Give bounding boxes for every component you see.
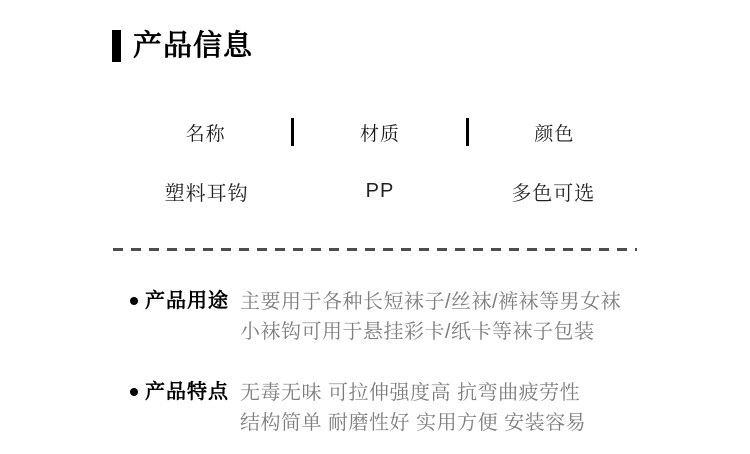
bullet-icon [130, 297, 138, 305]
section-description [240, 287, 621, 347]
bullet-icon [130, 388, 138, 396]
spec-value-material: PP [365, 179, 395, 202]
spec-value-color: 多色可选 [511, 182, 596, 205]
section-description [240, 378, 586, 438]
dashed-divider [113, 248, 637, 251]
description-line: 无毒无味 可拉伸强度高 抗弯曲疲劳性 [240, 382, 581, 404]
spec-value-name: 塑料耳钩 [164, 182, 249, 205]
spec-table-value-row [120, 176, 640, 206]
section-label: 产品用途 [145, 290, 229, 312]
page-title-row [112, 30, 253, 62]
title-accent-bar [112, 30, 121, 62]
spec-column-header-material: 材质 [359, 123, 400, 145]
section-product-usage [130, 287, 621, 347]
spec-column-header-name: 名称 [185, 123, 226, 145]
page-title: 产品信息 [133, 29, 254, 62]
description-line: 结构简单 耐磨性好 实用方便 安装容易 [240, 412, 587, 434]
description-line: 主要用于各种长短袜子/丝袜/裤袜等男女袜 [240, 291, 622, 313]
section-label: 产品特点 [145, 381, 229, 403]
section-product-features [130, 378, 586, 438]
spec-table-header-row [120, 117, 640, 147]
spec-column-header-color: 颜色 [534, 123, 575, 145]
description-line: 小袜钩可用于悬挂彩卡/纸卡等袜子包装 [240, 321, 595, 343]
